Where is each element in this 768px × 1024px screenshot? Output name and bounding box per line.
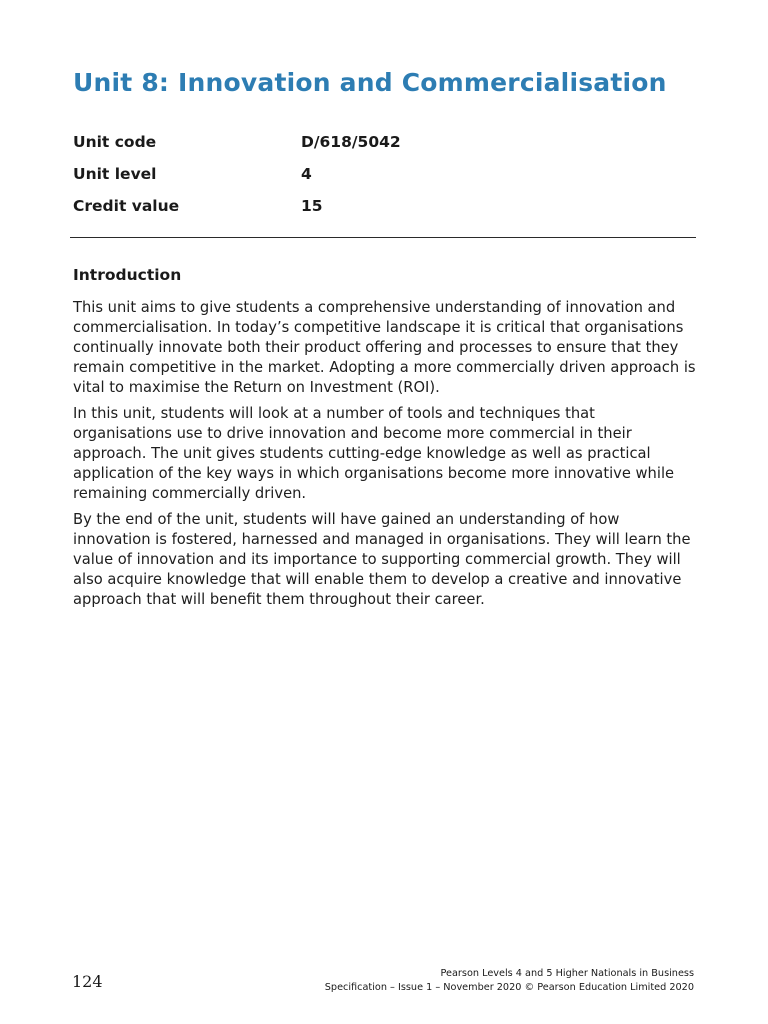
footer-line-2: Specification – Issue 1 – November 2020 © Pearson Education Limited 2020 <box>324 982 694 993</box>
unit-code-label: Unit code <box>73 133 157 151</box>
page-number: 124 <box>72 972 103 991</box>
page-footer <box>325 967 694 995</box>
unit-level-value: 4 <box>301 165 312 183</box>
unit-code-value: D/618/5042 <box>301 133 401 151</box>
footer-line-1: Pearson Levels 4 and 5 Higher Nationals in Business <box>440 968 694 979</box>
page-title: Unit 8: Innovation and Commercialisation <box>73 68 667 97</box>
introduction-paragraph-2: In this unit, students will look at a number of tools and techniques that organisations use to drive innovation and become more commercial in their approach. The unit gives students cutting-edge knowledge as well as practical application of the key ways in which organisations become more innovative while remaining commercially driven. <box>73 405 675 502</box>
unit-level-row <box>73 158 695 190</box>
credit-value-row <box>73 190 695 222</box>
unit-level-label: Unit level <box>73 165 157 183</box>
section-divider <box>70 237 696 238</box>
introduction-paragraph-3: By the end of the unit, students will have gained an understanding of how innovation is fostered, harnessed and managed in organisations. They will learn the value of innovation and its importance to supporting commercial growth. They will also acquire knowledge that will enable them to develop a creative and innovative approach that will benefit them throughout their career. <box>73 511 691 608</box>
introduction-body <box>73 298 698 616</box>
introduction-heading: Introduction <box>73 266 182 284</box>
unit-details-table <box>73 126 695 222</box>
credit-value-label: Credit value <box>73 197 180 215</box>
introduction-paragraph-1: This unit aims to give students a comprehensive understanding of innovation and commercialisation. In today’s competitive landscape it is critical that organisations continually innovate both their product offering and processes to ensure that they remain competitive in the market. Adopting a more commercially driven approach is vital to maximise the Return on Investment (ROI). <box>73 299 696 396</box>
unit-code-row <box>73 126 695 158</box>
credit-value-value: 15 <box>301 197 323 215</box>
